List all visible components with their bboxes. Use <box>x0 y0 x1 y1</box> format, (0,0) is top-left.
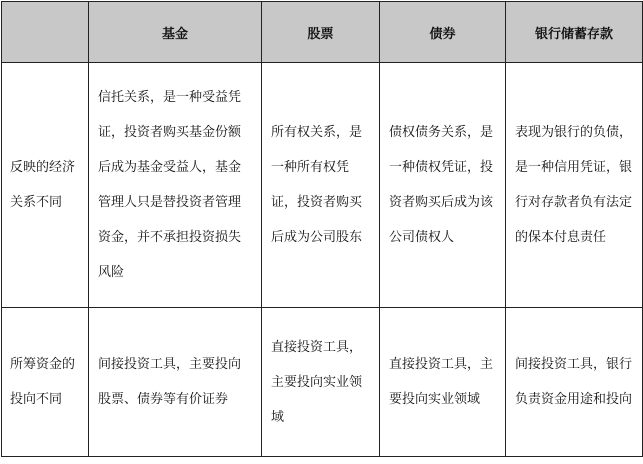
cell-deposit-relation <box>506 63 643 308</box>
cell-deposit-usage <box>506 308 643 457</box>
cell-fund-relation <box>89 63 262 308</box>
row-label-fund-usage <box>2 308 89 457</box>
header-bond: 债券 <box>380 2 506 63</box>
cell-bond-usage <box>380 308 506 457</box>
cell-bond-relation <box>380 63 506 308</box>
header-row <box>2 2 643 63</box>
cell-text: 表现为银行的负债，是一种信用凭证，银行对存款者负有法定的保本付息责任 <box>515 125 633 245</box>
cell-stock-usage <box>262 308 380 457</box>
cell-text: 间接投资工具，主要投向股票、债券等有价证券 <box>98 357 242 407</box>
cell-stock-relation <box>262 63 380 308</box>
cell-fund-usage <box>89 308 262 457</box>
header-bank-deposit: 银行储蓄存款 <box>506 2 643 63</box>
table-row-fund-usage <box>2 308 643 457</box>
row-label-text: 所筹资金的投向不同 <box>10 357 76 407</box>
row-label-economic-relation <box>2 63 89 308</box>
header-stock: 股票 <box>262 2 380 63</box>
cell-text: 间接投资工具，银行负责资金用途和投向 <box>515 357 633 407</box>
table-row-economic-relation <box>2 63 643 308</box>
cell-text: 信托关系，是一种受益凭证，投资者购买基金份额后成为基金受益人，基金管理人只是替投资者管理资金，并不承担投资损失风险 <box>98 90 242 280</box>
cell-text: 所有权关系，是一种所有权凭证，投资者购买后成为公司股东 <box>271 125 363 245</box>
header-fund: 基金 <box>89 2 262 63</box>
header-corner <box>2 2 89 63</box>
row-label-text: 反映的经济关系不同 <box>10 160 76 210</box>
cell-text: 直接投资工具，主要投向实业领域 <box>271 339 363 425</box>
comparison-table <box>1 1 643 457</box>
cell-text: 直接投资工具，主要投向实业领域 <box>389 357 494 407</box>
cell-text: 债权债务关系，是一种债权凭证，投资者购买后成为该公司债权人 <box>389 125 494 245</box>
